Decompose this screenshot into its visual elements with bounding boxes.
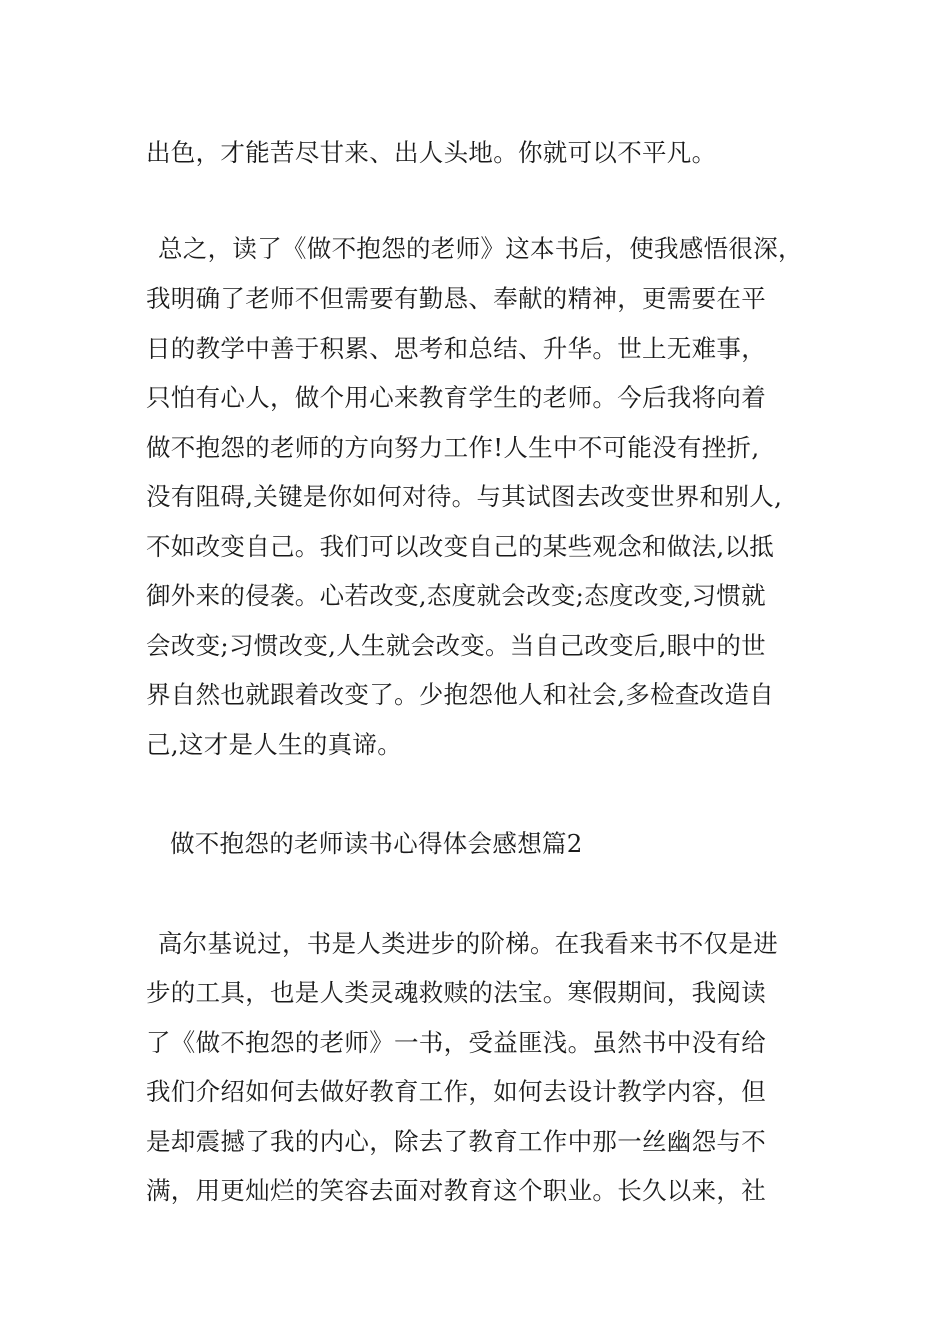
text-line: 我们介绍如何去做好教育工作，如何去设计教学内容，但 <box>146 1077 766 1106</box>
text-line: 是却震撼了我的内心，除去了教育工作中那一丝幽怨与不 <box>146 1127 766 1156</box>
text-line: 了《做不抱怨的老师》一书，受益匪浅。虽然书中没有给 <box>146 1028 766 1057</box>
text-line: 没有阻碍,关键是你如何对待。与其试图去改变世界和别人, <box>146 482 783 511</box>
text-line: 御外来的侵袭。心若改变,态度就会改变;态度改变,习惯就 <box>146 581 766 610</box>
text-line: 日的教学中善于积累、思考和总结、升华。世上无难事， <box>146 334 766 363</box>
text-line: 我明确了老师不但需要有勤恳、奉献的精神，更需要在平 <box>146 284 766 313</box>
text-line: 己,这才是人生的真谛。 <box>146 730 403 759</box>
text-line: 出色，才能苦尽甘来、出人头地。你就可以不平凡。 <box>146 138 717 167</box>
text-line: 做不抱怨的老师的方向努力工作!人生中不可能没有挫折, <box>146 433 760 462</box>
section-heading: 做不抱怨的老师读书心得体会感想篇2 <box>170 829 583 858</box>
text-line: 会改变;习惯改变,人生就会改变。当自己改变后,眼中的世 <box>146 631 766 660</box>
text-line: 不如改变自己。我们可以改变自己的某些观念和做法,以抵 <box>146 532 775 561</box>
text-line: 步的工具，也是人类灵魂救赎的法宝。寒假期间，我阅读 <box>146 978 766 1007</box>
text-line: 只怕有心人，做个用心来教育学生的老师。今后我将向着 <box>146 383 766 412</box>
text-line: 界自然也就跟着改变了。少抱怨他人和社会,多检查改造自 <box>146 680 775 709</box>
text-line: 总之，读了《做不抱怨的老师》这本书后，使我感悟很深， <box>158 234 803 263</box>
text-line: 高尔基说过，书是人类进步的阶梯。在我看来书不仅是进 <box>158 929 778 958</box>
text-line: 满，用更灿烂的笑容去面对教育这个职业。长久以来，社 <box>146 1176 766 1205</box>
